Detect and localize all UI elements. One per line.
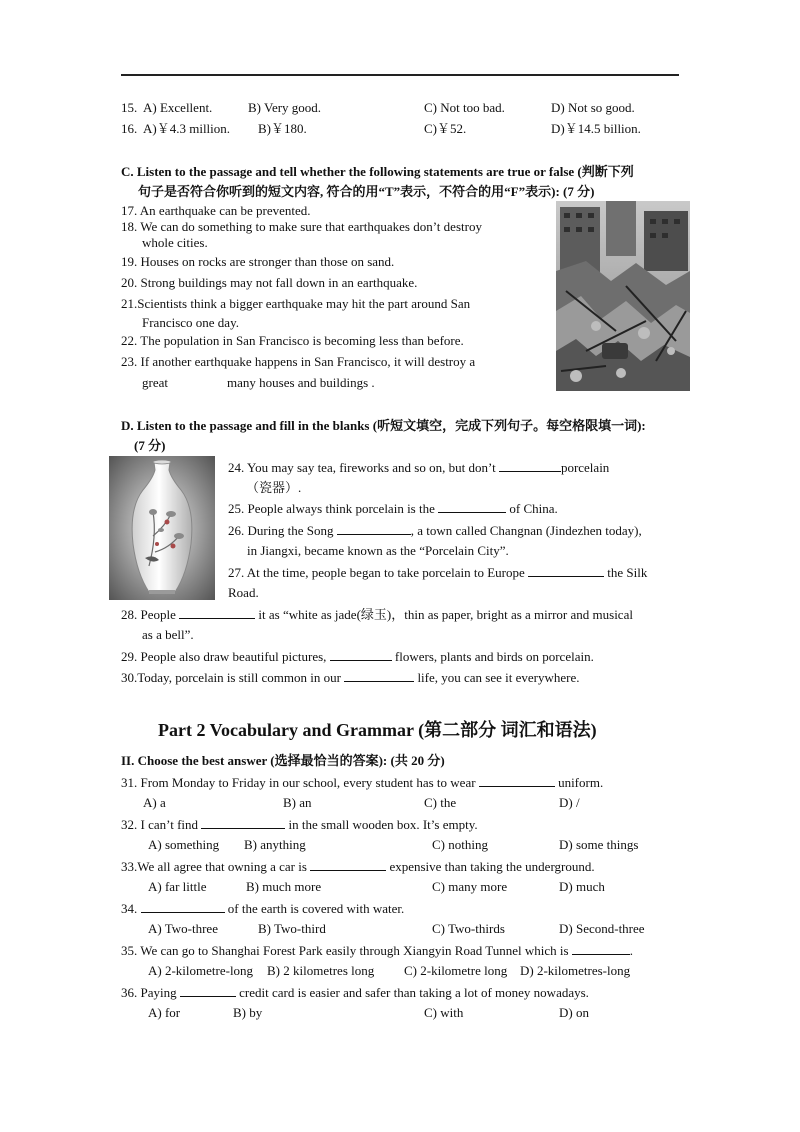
q35-option-a: A) 2-kilometre-long bbox=[148, 963, 254, 978]
q33-option-d: D) much bbox=[559, 879, 605, 894]
q31-text-a: 31. From Monday to Friday in our school, every student has to wear bbox=[121, 775, 476, 790]
q31-stem bbox=[121, 774, 603, 791]
q24-blank[interactable] bbox=[499, 459, 561, 472]
q33-blank[interactable] bbox=[310, 858, 386, 871]
q26-text-a: 26. During the Song bbox=[228, 523, 334, 538]
q35-option-b: B) 2 kilometres long bbox=[267, 963, 375, 978]
q28-text-a: 28. People bbox=[121, 607, 176, 622]
statement-23: 23. If another earthquake happens in San Francisco, it will destroy a bbox=[121, 354, 476, 369]
q30 bbox=[121, 669, 580, 686]
q24 bbox=[228, 459, 609, 476]
q26-blank[interactable] bbox=[337, 522, 411, 535]
q29-blank[interactable] bbox=[330, 648, 392, 661]
q26-cont: in Jiangxi, became known as the “Porcelain City”. bbox=[247, 543, 509, 558]
q33-stem bbox=[121, 858, 595, 875]
statement-21: 21.Scientists think a bigger earthquake may hit the part around San bbox=[121, 296, 471, 311]
q31-option-a: A) a bbox=[143, 795, 166, 810]
q33-option-c: C) many more bbox=[432, 879, 508, 894]
q35-option-c: C) 2-kilometre long bbox=[404, 963, 508, 978]
q29-text-a: 29. People also draw beautiful pictures, bbox=[121, 649, 327, 664]
q36-blank[interactable] bbox=[180, 984, 236, 997]
statement-23-cont-a: great bbox=[142, 375, 168, 390]
q34-option-b: B) Two-third bbox=[258, 921, 326, 936]
q36-option-c: C) with bbox=[424, 1005, 464, 1020]
q29-text-b: flowers, plants and birds on porcelain. bbox=[394, 649, 594, 664]
q34-stem bbox=[121, 900, 404, 917]
statement-22: 22. The population in San Francisco is becoming less than before. bbox=[121, 333, 464, 348]
vase-photo bbox=[109, 456, 215, 600]
q32-option-c: C) nothing bbox=[432, 837, 488, 852]
q25-blank[interactable] bbox=[438, 500, 506, 513]
q24-cont: （瓷器）. bbox=[246, 480, 302, 495]
q29 bbox=[121, 648, 594, 665]
q30-text-a: 30.Today, porcelain is still common in our bbox=[121, 670, 341, 685]
q28 bbox=[121, 606, 633, 623]
q36-text-a: 36. Paying bbox=[121, 985, 177, 1000]
section-c-title: C. Listen to the passage and tell whether the following statements are true or false (判断下列 bbox=[121, 164, 634, 179]
q27-text-b: the Silk bbox=[607, 565, 648, 580]
q34-option-a: A) Two-three bbox=[148, 921, 218, 936]
q16-number: 16. bbox=[121, 121, 138, 136]
q35-stem bbox=[121, 942, 633, 959]
q24-text-a: 24. You may say tea, fireworks and so on, but don’t bbox=[228, 460, 496, 475]
q31-text-b: uniform. bbox=[558, 775, 604, 790]
q32-stem bbox=[121, 816, 478, 833]
q36-text-b: credit card is easier and safer than taking a lot of money nowadays. bbox=[239, 985, 589, 1000]
q31-option-b: B) an bbox=[283, 795, 312, 810]
statement-21-cont: Francisco one day. bbox=[142, 315, 239, 330]
q16-option-d: D)￥14.5 billion. bbox=[551, 121, 641, 136]
section-d-title-line2: (7 分) bbox=[134, 438, 166, 453]
q30-blank[interactable] bbox=[344, 669, 414, 682]
q15-number: 15. bbox=[121, 100, 138, 115]
earthquake-rubble-icon bbox=[556, 201, 690, 391]
q35-text-a: 35. We can go to Shanghai Forest Park easily through Xiangyin Road Tunnel which is bbox=[121, 943, 569, 958]
section-c-title-line2: 句子是否符合你听到的短文内容, 符合的用“T”表示，不符合的用“F”表示): (7 分) bbox=[138, 184, 595, 199]
part2-subheading: II. Choose the best answer (选择最恰当的答案): (共 20 分) bbox=[121, 753, 445, 768]
q34-text-a: 34. bbox=[121, 901, 138, 916]
q35-option-d: D) 2-kilometres-long bbox=[520, 963, 631, 978]
q27-text-a: 27. At the time, people began to take porcelain to Europe bbox=[228, 565, 525, 580]
q25 bbox=[228, 500, 558, 517]
part2-heading: Part 2 Vocabulary and Grammar (第二部分 词汇和语法) bbox=[158, 720, 597, 740]
porcelain-vase-icon bbox=[109, 456, 215, 600]
q31-option-d: D) / bbox=[559, 795, 580, 810]
earthquake-photo bbox=[556, 201, 690, 391]
q32-option-d: D) some things bbox=[559, 837, 639, 852]
q31-blank[interactable] bbox=[479, 774, 555, 787]
statement-18: 18. We can do something to make sure that earthquakes don’t destroy bbox=[121, 219, 482, 234]
statement-17: 17. An earthquake can be prevented. bbox=[121, 203, 311, 218]
q36-option-d: D) on bbox=[559, 1005, 589, 1020]
q28-text-b: it as “white as jade(绿玉)，thin as paper, bright as a mirror and musical bbox=[258, 607, 633, 622]
q24-text-b: porcelain bbox=[560, 460, 610, 475]
q31-option-c: C) the bbox=[424, 795, 457, 810]
q35-blank[interactable] bbox=[572, 942, 630, 955]
q16-option-c: C)￥52. bbox=[424, 121, 467, 136]
q16-option-a: A)￥4.3 million. bbox=[143, 121, 231, 136]
q33-option-a: A) far little bbox=[148, 879, 207, 894]
q15-option-a: A) Excellent. bbox=[143, 100, 213, 115]
section-d-title: D. Listen to the passage and fill in the blanks (听短文填空，完成下列句子。每空格限填一词): bbox=[121, 418, 646, 433]
statement-18-cont: whole cities. bbox=[142, 235, 208, 250]
q26 bbox=[228, 522, 642, 539]
q27-cont: Road. bbox=[228, 585, 259, 600]
statement-19: 19. Houses on rocks are stronger than those on sand. bbox=[121, 254, 395, 269]
q35-text-b: . bbox=[629, 943, 634, 958]
q36-option-a: A) for bbox=[148, 1005, 181, 1020]
q32-text-b: in the small wooden box. It’s empty. bbox=[288, 817, 478, 832]
q25-text-a: 25. People always think porcelain is the bbox=[228, 501, 435, 516]
statement-23-cont-b: many houses and buildings . bbox=[227, 375, 375, 390]
q32-text-a: 32. I can’t find bbox=[121, 817, 199, 832]
q36-stem bbox=[121, 984, 589, 1001]
q34-option-d: D) Second-three bbox=[559, 921, 645, 936]
q16-option-b: B)￥180. bbox=[258, 121, 307, 136]
q27 bbox=[228, 564, 647, 581]
q30-text-b: life, you can see it everywhere. bbox=[417, 670, 580, 685]
header-rule bbox=[121, 74, 679, 76]
q15-option-d: D) Not so good. bbox=[551, 100, 635, 115]
q28-blank[interactable] bbox=[179, 606, 255, 619]
q25-text-b: of China. bbox=[509, 501, 558, 516]
q15-option-b: B) Very good. bbox=[248, 100, 322, 115]
q33-text-a: 33.We all agree that owning a car is bbox=[121, 859, 307, 874]
q26-text-b: , a town called Changnan (Jindezhen today), bbox=[410, 523, 642, 538]
q28-cont: as a bell”. bbox=[142, 627, 194, 642]
q27-blank[interactable] bbox=[528, 564, 604, 577]
q33-text-b: expensive than taking the underground. bbox=[389, 859, 595, 874]
q34-blank[interactable] bbox=[141, 900, 225, 913]
q32-option-b: B) anything bbox=[244, 837, 306, 852]
q15-option-c: C) Not too bad. bbox=[424, 100, 505, 115]
q34-text-b: of the earth is covered with water. bbox=[227, 901, 405, 916]
statement-20: 20. Strong buildings may not fall down in an earthquake. bbox=[121, 275, 418, 290]
q36-option-b: B) by bbox=[233, 1005, 263, 1020]
q32-blank[interactable] bbox=[201, 816, 285, 829]
q33-option-b: B) much more bbox=[246, 879, 322, 894]
q34-option-c: C) Two-thirds bbox=[432, 921, 505, 936]
q32-option-a: A) something bbox=[148, 837, 220, 852]
